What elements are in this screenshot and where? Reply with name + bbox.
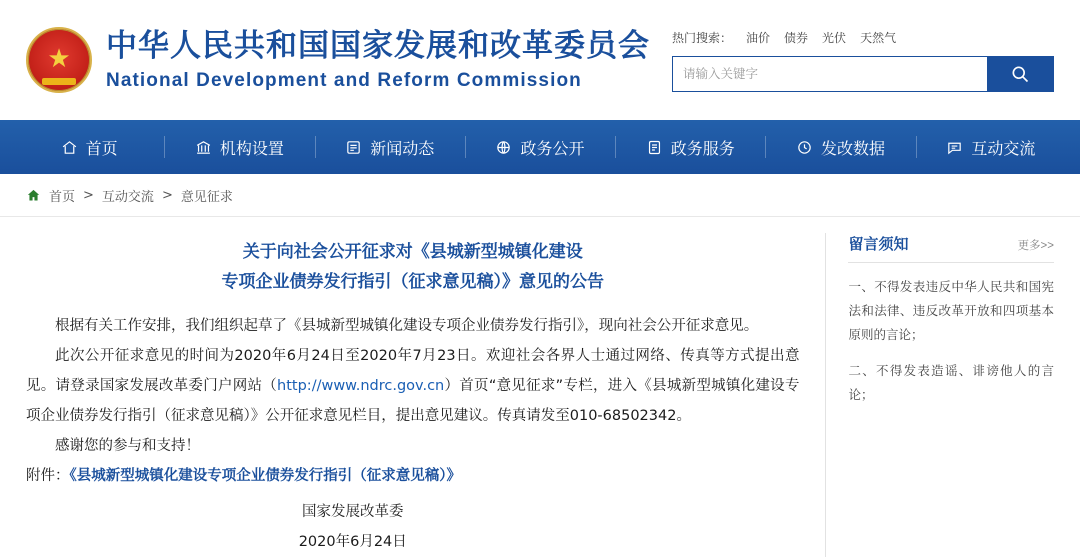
page-title xyxy=(26,237,799,297)
nav-label-data: 发改数据 xyxy=(821,138,886,158)
sidebar-more-link[interactable]: 更多>> xyxy=(1017,240,1054,252)
article-signature-block xyxy=(26,497,799,557)
nav-label-home: 首页 xyxy=(85,138,118,158)
signature-date: 2020年6月24日 xyxy=(298,534,407,550)
nav-label-interaction: 互动交流 xyxy=(971,138,1036,158)
article xyxy=(26,233,825,557)
nav-label-org: 机构设置 xyxy=(219,138,284,158)
article-paragraph-3: 感谢您的参与和支持！ xyxy=(55,438,200,454)
breadcrumb-separator-0: > xyxy=(83,187,94,203)
search-icon xyxy=(1010,64,1030,84)
attachment-label: 附件： xyxy=(26,468,70,484)
page-title-line-1: 关于向社会公开征求对《县城新型城镇化建设 xyxy=(242,242,583,262)
article-paragraph-2-part-2: ）首页“意见征求”专栏，进入《县城新型城镇化建设专项企业债券发行指引（征求意见稿）》公开征求意见栏目，提出意见建议。传真请发至010-68502342。 xyxy=(26,378,800,424)
breadcrumb-item-0[interactable]: 首页 xyxy=(49,189,76,205)
nav-item-gov-open[interactable] xyxy=(465,120,615,174)
nav-label-gov-open: 政务公开 xyxy=(520,138,585,158)
nav-label-news: 新闻动态 xyxy=(370,138,435,158)
breadcrumb xyxy=(0,174,1080,217)
breadcrumb-item-2[interactable]: 意见征求 xyxy=(180,189,233,205)
site-title-cn: 中华人民共和国国家发展和改革委员会 xyxy=(106,27,650,64)
hot-search-bar xyxy=(672,29,1054,46)
page-title-line-2: 专项企业债券发行指引（征求意见稿）》意见的公告 xyxy=(221,272,604,292)
nav-item-org[interactable] xyxy=(164,120,314,174)
nav-item-data[interactable] xyxy=(765,120,915,174)
nav-item-interaction[interactable] xyxy=(916,120,1066,174)
hot-search-label: 热门搜索： xyxy=(672,30,733,45)
globe-icon xyxy=(495,139,512,156)
main-nav xyxy=(0,120,1080,174)
breadcrumb-separator-1: > xyxy=(161,187,173,203)
nav-item-gov-service[interactable] xyxy=(615,120,765,174)
article-paragraph-2 xyxy=(26,341,799,431)
home-icon xyxy=(26,188,41,203)
hot-search-item-1[interactable]: 债券 xyxy=(784,30,809,45)
search-button[interactable] xyxy=(987,57,1053,91)
sidebar xyxy=(825,233,1054,557)
site-header xyxy=(0,0,1080,120)
main-content xyxy=(0,217,1080,557)
list-item: 一、不得发表违反中华人民共和国宪法和法律、违反改革开放和四项基本原则的言论； xyxy=(848,279,1054,342)
hot-search-item-0[interactable]: 油价 xyxy=(746,30,771,45)
attachment-row xyxy=(26,461,799,491)
sidebar-notes xyxy=(848,275,1054,407)
site-title-en: National Development and Reform Commission xyxy=(106,69,582,91)
breadcrumb-item-1[interactable]: 互动交流 xyxy=(101,189,154,205)
home-icon xyxy=(61,139,78,156)
emblem-gear-icon xyxy=(42,78,76,85)
brand-text xyxy=(106,27,650,91)
bank-icon xyxy=(195,139,212,156)
sidebar-title: 留言须知 xyxy=(848,235,909,253)
signature-org: 国家发展改革委 xyxy=(301,504,404,520)
article-body xyxy=(26,311,799,491)
emblem-star-icon: ★ xyxy=(47,42,71,73)
chat-icon xyxy=(946,139,963,156)
attachment-link[interactable]: 《县城新型城镇化建设专项企业债券发行指引（征求意见稿）》 xyxy=(69,468,461,484)
ndrc-website-link[interactable]: http://www.ndrc.gov.cn xyxy=(277,378,445,394)
document-icon xyxy=(646,139,663,156)
nav-item-news[interactable] xyxy=(315,120,465,174)
article-paragraph-2-part-1: 此次公开征求意见的时间为2020年6月24日至2020年7月23日。欢迎社会各界人士通过网络、传真等方式提出意见。请登录国家发展改革委门户网站（ xyxy=(26,348,800,394)
clock-icon xyxy=(796,139,813,156)
news-icon xyxy=(345,139,362,156)
search-input[interactable] xyxy=(673,57,987,91)
site-brand[interactable] xyxy=(26,27,650,93)
sidebar-note-list xyxy=(848,275,1054,407)
article-paragraph-1: 根据有关工作安排，我们组织起草了《县城新型城镇化建设专项企业债券发行指引》，现向社会公开征求意见。 xyxy=(55,318,759,334)
nav-item-home[interactable] xyxy=(14,120,164,174)
hot-search-item-2[interactable]: 光伏 xyxy=(822,30,847,45)
sidebar-header xyxy=(848,233,1054,263)
nav-label-gov-service: 政务服务 xyxy=(670,138,735,158)
header-search-area xyxy=(672,29,1054,92)
hot-search-item-3[interactable]: 天然气 xyxy=(860,30,897,45)
national-emblem-icon xyxy=(26,27,92,93)
search-bar xyxy=(672,56,1054,92)
list-item: 二、不得发表造谣、诽谤他人的言论； xyxy=(848,363,1054,402)
